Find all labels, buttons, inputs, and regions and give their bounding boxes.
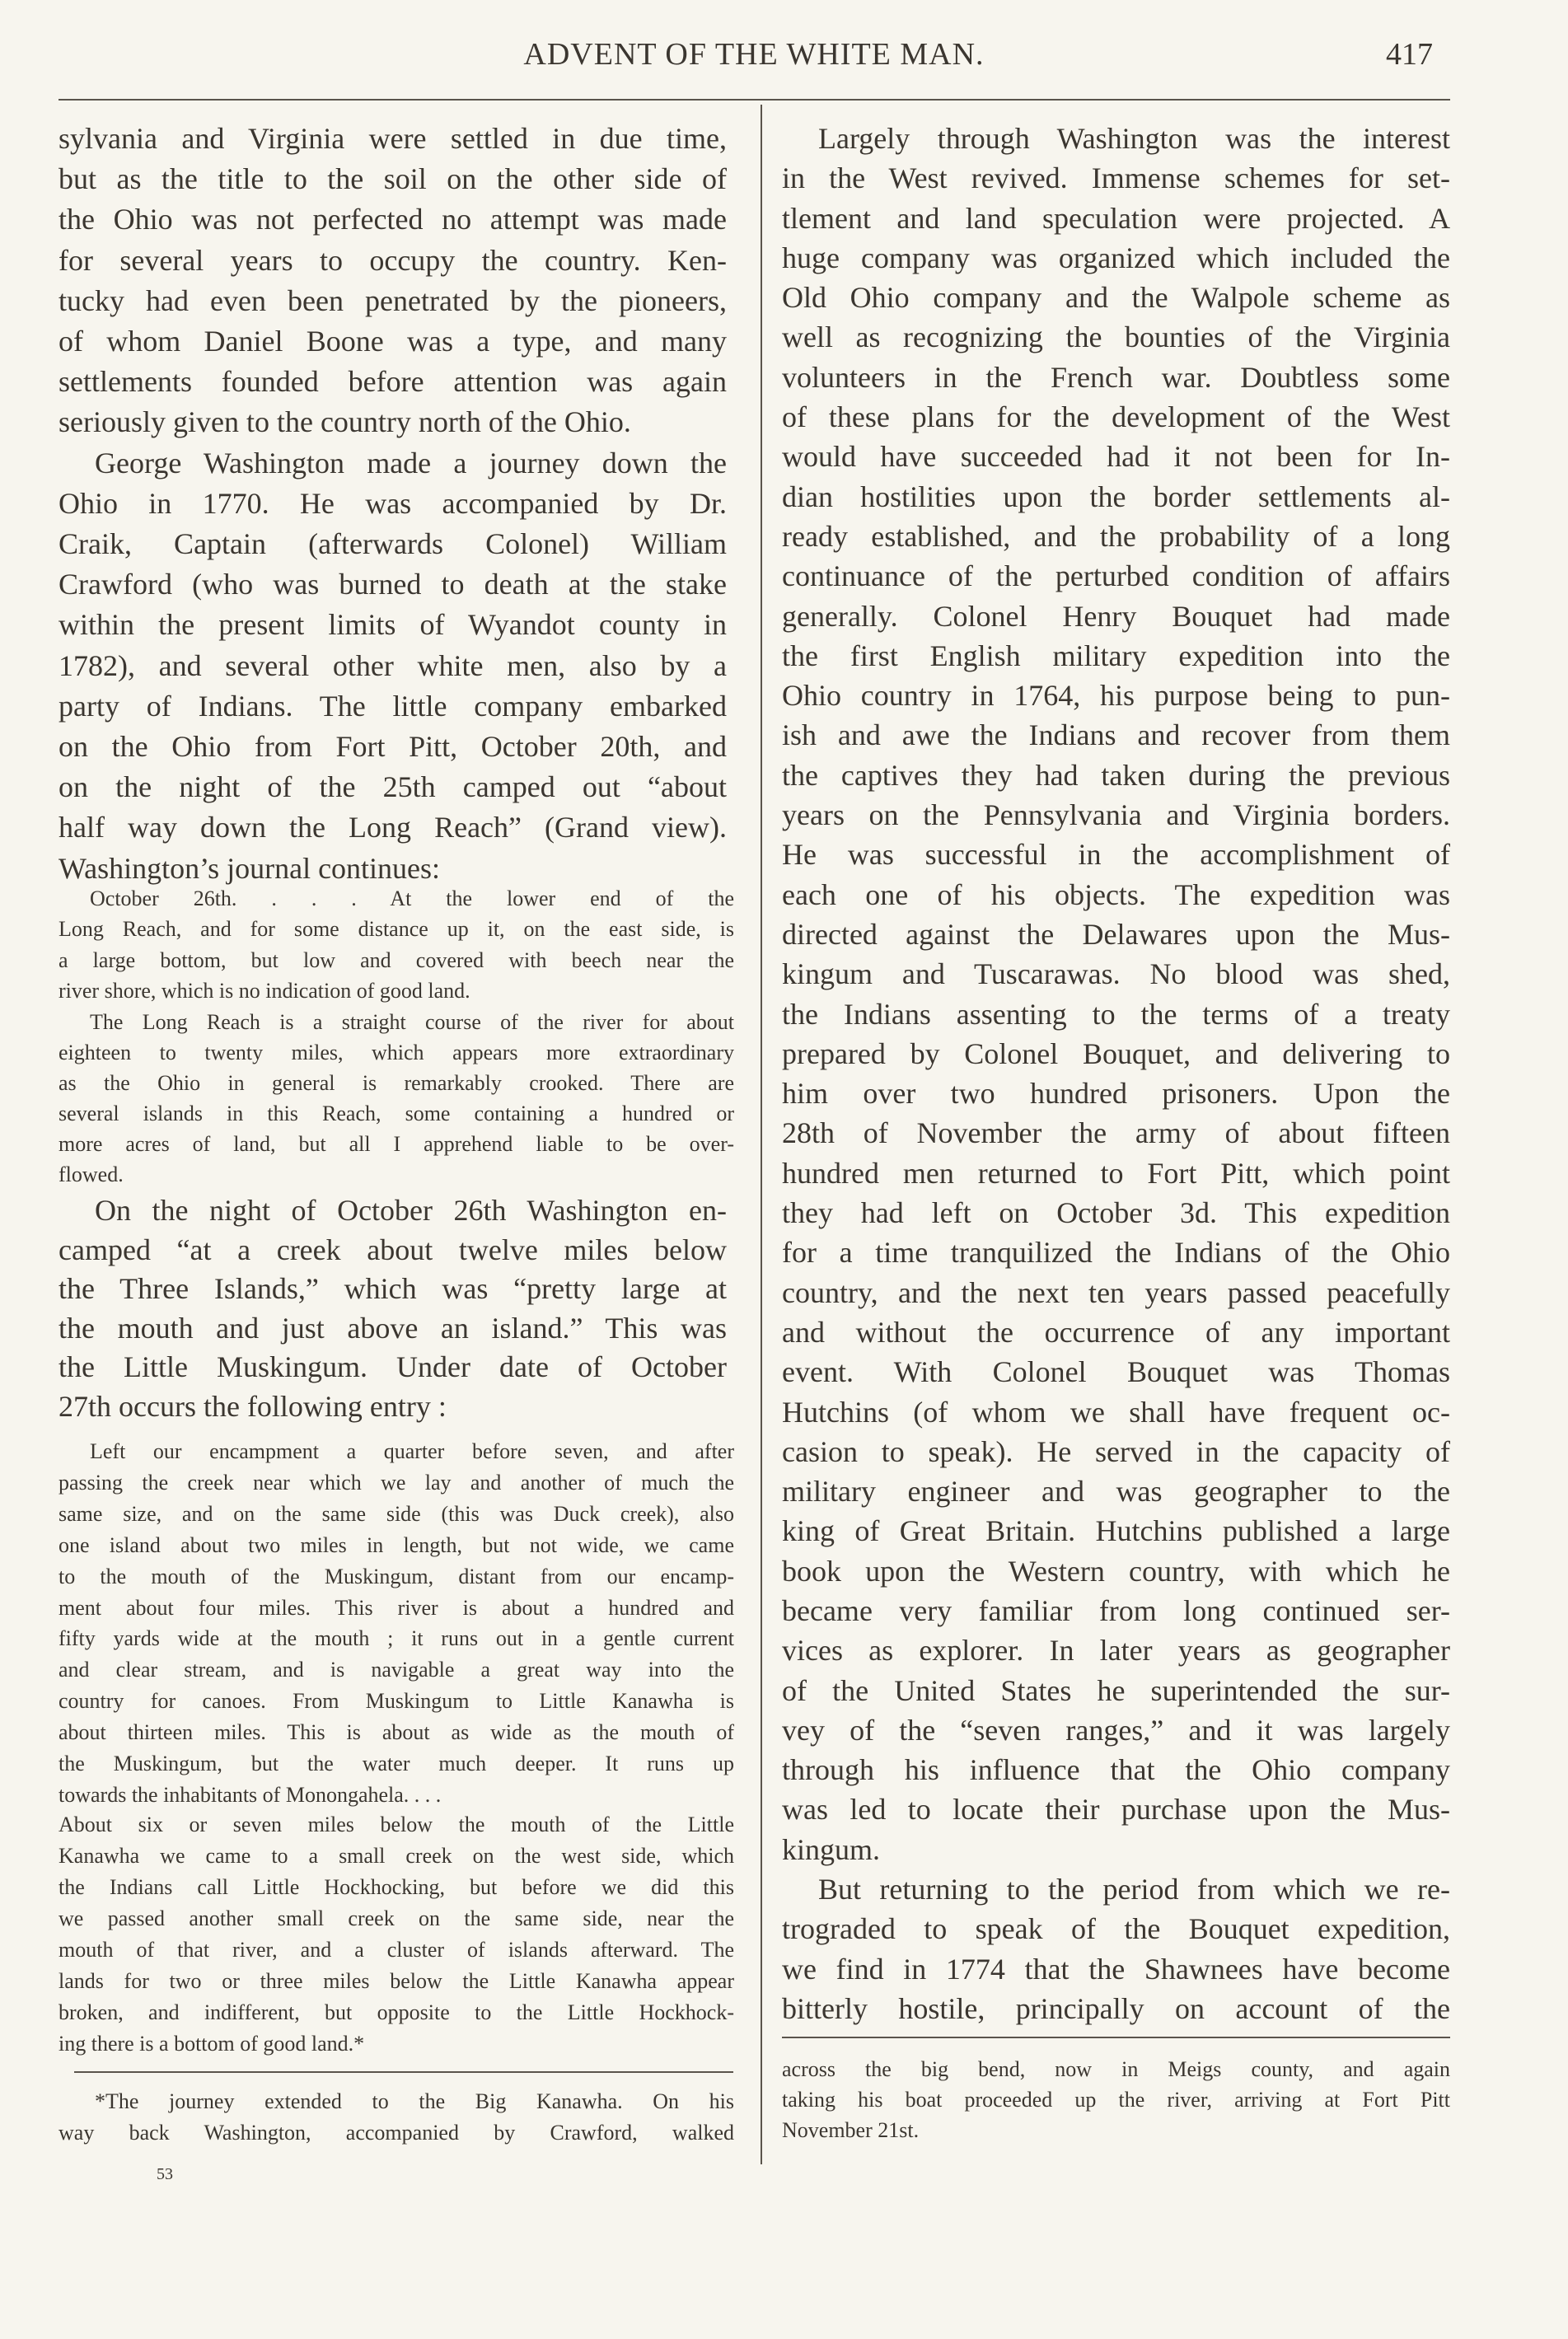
text-line: of whom Daniel Boone was a type, and many xyxy=(59,325,727,358)
text-line: and clear stream, and is navigable a great way into the xyxy=(59,1658,734,1682)
text-line: Hutchins (of whom we shall have frequent oc- xyxy=(782,1395,1450,1429)
footnote-left xyxy=(59,2086,734,2149)
text-line: lands for two or three miles below the Little Kanawha appear xyxy=(59,1969,734,1993)
text-line: they had left on October 3d. This expedition xyxy=(782,1196,1450,1230)
text-line: half way down the Long Reach” (Grand view). xyxy=(59,811,727,844)
header-rule xyxy=(59,99,1450,101)
text-line: But returning to the period from which we re- xyxy=(818,1873,1450,1906)
text-line: tlement and land speculation were projected. A xyxy=(782,201,1450,235)
text-line: eighteen to twenty miles, which appears more extraordinary xyxy=(59,1041,734,1064)
text-line: more acres of land, but all I apprehend liable to be over- xyxy=(59,1132,734,1156)
text-line: ish and awe the Indians and recover from them xyxy=(782,718,1450,752)
text-line: tucky had even been penetrated by the pioneers, xyxy=(59,283,727,317)
text-line: Left our encampment a quarter before seven, and after xyxy=(90,1439,734,1463)
journal-quote-2 xyxy=(59,1007,734,1190)
text-line: but as the title to the soil on the other side of xyxy=(59,162,727,196)
right-column-paragraph-2 xyxy=(782,1869,1450,2028)
text-line: About six or seven miles below the mouth of the Little xyxy=(59,1813,734,1836)
text-line: huge company was organized which included the xyxy=(782,241,1450,274)
text-line: broken, and indifferent, but opposite to the Little Hockhock- xyxy=(59,2000,734,2024)
text-line: same size, and on the same side (this was Duck creek), also xyxy=(59,1501,734,1526)
text-line: October 26th. . . . At the lower end of the xyxy=(90,886,734,910)
text-line: He was successful in the accomplishment of xyxy=(782,838,1450,872)
text-line: king of Great Britain. Hutchins published a large xyxy=(782,1514,1450,1548)
text-line: to the mouth of the Muskingum, distant from our encamp- xyxy=(59,1564,734,1588)
text-line: military engineer and was geographer to the xyxy=(782,1475,1450,1509)
text-line: about thirteen miles. This is about as wide as the mouth of xyxy=(59,1720,734,1745)
text-line: settlements founded before attention was again xyxy=(59,365,727,399)
text-line: and without the occurrence of any important xyxy=(782,1315,1450,1349)
text-line: volunteers in the French war. Doubtless some xyxy=(782,360,1450,394)
text-line: country, and the next ten years passed peacefully xyxy=(782,1275,1450,1309)
text-line: would have succeeded had it not been for In- xyxy=(782,440,1450,474)
text-line: trograded to speak of the Bouquet expedition, xyxy=(782,1912,1450,1946)
text-line: the Little Muskingum. Under date of October xyxy=(59,1350,727,1383)
text-line: generally. Colonel Henry Bouquet had made xyxy=(782,599,1450,633)
left-column-paragraphs xyxy=(59,119,727,889)
text-line: the mouth and just above an island.” This was xyxy=(59,1311,727,1345)
signature-mark: 53 xyxy=(157,2165,173,2183)
text-line: through his influence that the Ohio company xyxy=(782,1753,1450,1787)
text-line: Crawford (who was burned to death at the stake xyxy=(59,568,727,601)
text-line: November 21st. xyxy=(782,2118,920,2142)
journal-quote-1 xyxy=(59,883,734,1006)
text-line: ready established, and the probability of a long xyxy=(782,519,1450,553)
journal-quote-3 xyxy=(59,1436,734,1811)
text-line: directed against the Delawares upon the Mus- xyxy=(782,917,1450,951)
text-line: years on the Pennsylvania and Virginia borders. xyxy=(782,798,1450,832)
text-line: on the Ohio from Fort Pitt, October 20th, and xyxy=(59,730,727,764)
text-line: Kanawha we came to a small creek on the west side, which xyxy=(59,1844,734,1868)
footnote-rule-left xyxy=(74,2071,733,2073)
text-line: Craik, Captain (afterwards Colonel) William xyxy=(59,527,727,561)
text-line: Ohio country in 1764, his purpose being to pun- xyxy=(782,679,1450,713)
text-line: the Indians call Little Hockhocking, but before we did this xyxy=(59,1875,734,1899)
text-line: the Muskingum, but the water much deeper. It runs up xyxy=(59,1752,734,1776)
text-line: George Washington made a journey down the xyxy=(95,446,727,479)
text-line: mouth of that river, and a cluster of islands afterward. The xyxy=(59,1938,734,1962)
text-line: one island about two miles in length, but not wide, we came xyxy=(59,1532,734,1557)
text-line: across the big bend, now in Meigs county, and again xyxy=(782,2057,1450,2081)
left-column-paragraph-3 xyxy=(59,1191,727,1426)
text-line: 1782), and several other white men, also by a xyxy=(59,648,727,682)
text-line: became very familiar from long continued ser- xyxy=(782,1593,1450,1627)
text-line: as the Ohio in general is remarkably crooked. There are xyxy=(59,1071,734,1095)
text-line: was led to locate their purchase upon the Mus- xyxy=(782,1793,1450,1827)
text-line: the first English military expedition into the xyxy=(782,639,1450,672)
text-line: On the night of October 26th Washington en- xyxy=(95,1194,727,1227)
text-line: fifty yards wide at the mouth ; it runs out in a gentle current xyxy=(59,1626,734,1651)
text-line: book upon the Western country, with which he xyxy=(782,1554,1450,1588)
text-line: on the night of the 25th camped out “about xyxy=(59,770,727,804)
text-line: passing the creek near which we lay and another of much the xyxy=(59,1470,734,1495)
text-line: sylvania and Virginia were settled in due time, xyxy=(59,122,727,155)
text-line: flowed. xyxy=(59,1162,124,1186)
text-line: The Long Reach is a straight course of the river for about xyxy=(90,1010,734,1034)
text-line: country for canoes. From Muskingum to Little Kanawha is xyxy=(59,1689,734,1714)
text-line: the Three Islands,” which was “pretty large at xyxy=(59,1272,727,1305)
text-line: vey of the “seven ranges,” and it was largely xyxy=(782,1713,1450,1747)
text-line: continuance of the perturbed condition of affairs xyxy=(782,559,1450,593)
text-line: casion to speak). He served in the capacity of xyxy=(782,1434,1450,1468)
text-line: we find in 1774 that the Shawnees have become xyxy=(782,1952,1450,1986)
text-line: we passed another small creek on the same side, near the xyxy=(59,1906,734,1930)
text-line: party of Indians. The little company embarked xyxy=(59,689,727,723)
text-line: Long Reach, and for some distance up it, on the east side, is xyxy=(59,917,734,942)
text-line: hundred men returned to Fort Pitt, which point xyxy=(782,1156,1450,1190)
text-line: Washington’s journal continues: xyxy=(59,851,441,885)
text-line: for several years to occupy the country. Ken- xyxy=(59,243,727,277)
text-line: kingum. xyxy=(782,1832,881,1866)
footnote-rule-right xyxy=(782,2037,1450,2038)
journal-quote-4 xyxy=(59,1809,734,2060)
text-line: him over two hundred prisoners. Upon the xyxy=(782,1077,1450,1111)
column-divider xyxy=(761,105,762,2164)
text-line: ment about four miles. This river is about a hundred and xyxy=(59,1595,734,1620)
text-line: of these plans for the development of the West xyxy=(782,400,1450,434)
text-line: Largely through Washington was the interest xyxy=(818,122,1450,155)
text-line: way back Washington, accompanied by Crawford, walked xyxy=(59,2121,734,2145)
text-line: a large bottom, but low and covered with beech near the xyxy=(59,947,734,972)
text-line: several islands in this Reach, some containing a hundred or xyxy=(59,1102,734,1125)
text-line: in the West revived. Immense schemes for set- xyxy=(782,161,1450,195)
running-head-title: ADVENT OF THE WHITE MAN. xyxy=(523,37,985,72)
text-line: taking his boat proceeded up the river, arriving at Fort Pitt xyxy=(782,2088,1450,2112)
text-line: the captives they had taken during the previous xyxy=(782,758,1450,792)
text-line: 28th of November the army of about fifteen xyxy=(782,1116,1450,1150)
text-line: well as recognizing the bounties of the Virginia xyxy=(782,320,1450,354)
text-line: for a time tranquilized the Indians of the Ohio xyxy=(782,1236,1450,1270)
text-line: towards the inhabitants of Monongahela. . . . xyxy=(59,1782,442,1807)
text-line: seriously given to the country north of the Ohio. xyxy=(59,405,631,439)
text-line: the Indians assenting to the terms of a treaty xyxy=(782,997,1450,1031)
text-line: event. With Colonel Bouquet was Thomas xyxy=(782,1355,1450,1389)
page-number: 417 xyxy=(1386,37,1433,72)
text-line: *The journey extended to the Big Kanawha. On his xyxy=(95,2089,734,2113)
text-line: river shore, which is no indication of good land. xyxy=(59,978,470,1003)
text-line: vices as explorer. In later years as geographer xyxy=(782,1634,1450,1668)
footnote-right xyxy=(782,2054,1450,2145)
text-line: 27th occurs the following entry : xyxy=(59,1389,447,1423)
text-line: kingum and Tuscarawas. No blood was shed, xyxy=(782,957,1450,991)
text-line: Ohio in 1770. He was accompanied by Dr. xyxy=(59,486,727,520)
right-column-paragraph-1 xyxy=(782,119,1450,1869)
text-line: prepared by Colonel Bouquet, and delivering to xyxy=(782,1036,1450,1070)
text-line: dian hostilities upon the border settlements al- xyxy=(782,479,1450,513)
text-line: each one of his objects. The expedition was xyxy=(782,877,1450,911)
text-line: Old Ohio company and the Walpole scheme as xyxy=(782,281,1450,315)
text-line: of the United States he superintended the sur- xyxy=(782,1673,1450,1707)
text-line: the Ohio was not perfected no attempt was made xyxy=(59,203,727,236)
text-line: bitterly hostile, principally on account of the xyxy=(782,1991,1450,2025)
text-line: ing there is a bottom of good land.* xyxy=(59,2032,365,2056)
text-line: camped “at a creek about twelve miles below xyxy=(59,1233,727,1266)
text-line: within the present limits of Wyandot county in xyxy=(59,608,727,642)
